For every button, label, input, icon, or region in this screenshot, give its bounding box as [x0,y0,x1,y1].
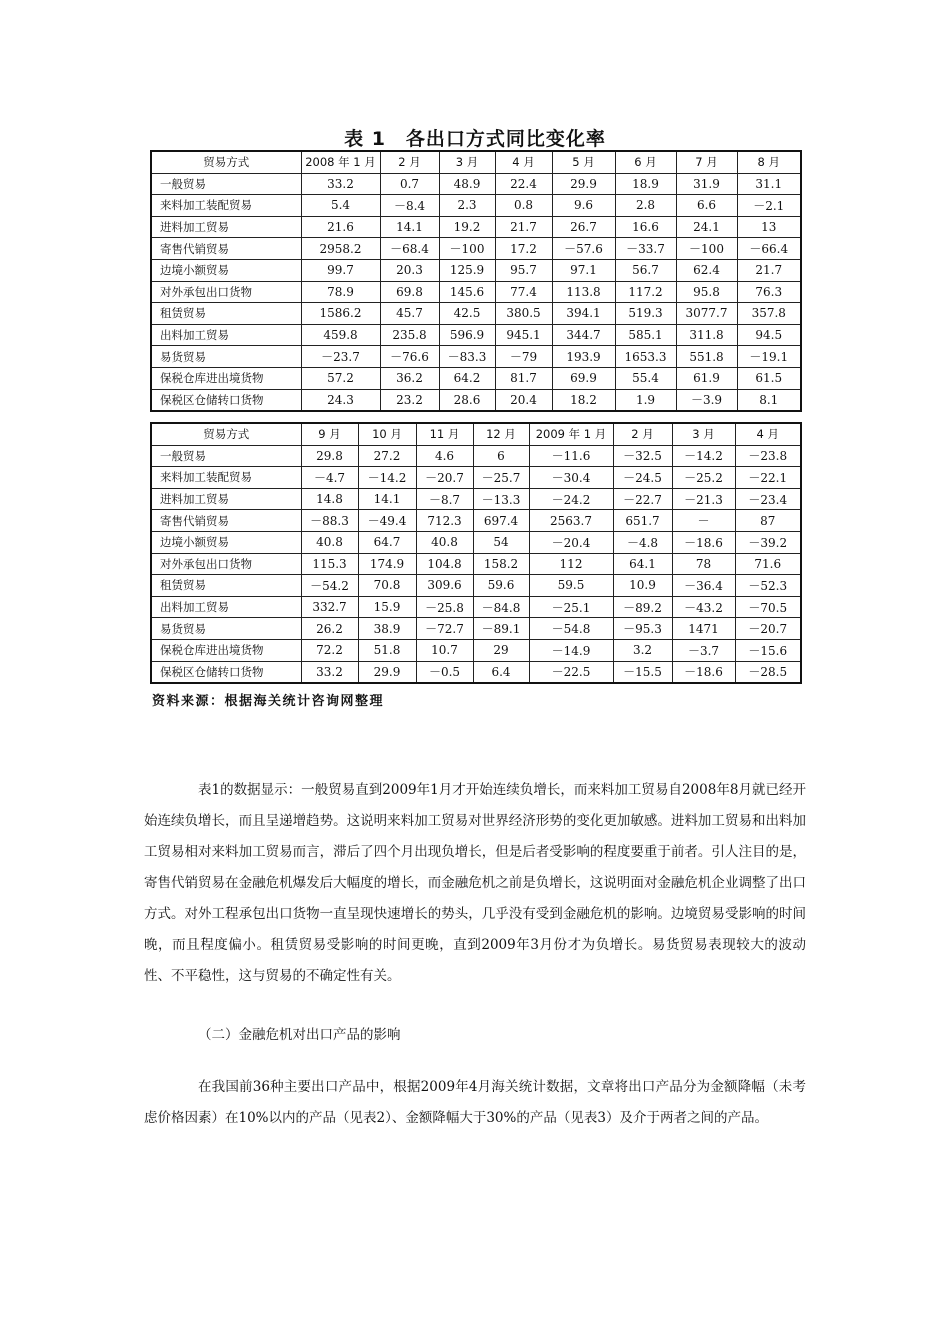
column-header: 2 月 [380,151,439,173]
column-header: 3 月 [672,423,735,445]
table-cell: 40.8 [301,531,358,553]
table-cell: －100 [439,238,495,260]
table-header-row [151,151,801,173]
table-cell: － [672,510,735,532]
table-cell: －21.3 [672,488,735,510]
column-header: 5 月 [552,151,615,173]
table-cell: 21.7 [495,216,552,238]
row-label: 来料加工装配贸易 [151,467,301,489]
table-cell: －25.8 [416,596,473,618]
table-cell: －14.9 [529,639,613,661]
table-cell: －89.2 [613,596,672,618]
table-cell: －14.2 [672,445,735,467]
paragraph-products: 在我国前36种主要出口产品中，根据2009年4月海关统计数据，文章将出口产品分为金额降幅（未考虑价格因素）在10%以内的产品（见表2）、金额降幅大于30%的产品（见表3）及介于两者之间的产品。 [144,1079,806,1126]
table-cell: －8.4 [380,195,439,217]
table-cell: 4.6 [416,445,473,467]
table-cell: 87 [735,510,801,532]
table-cell: 64.1 [613,553,672,575]
table-cell: －49.4 [358,510,416,532]
table-cell: －88.3 [301,510,358,532]
table-cell: 14.1 [380,216,439,238]
table-cell: 16.6 [615,216,676,238]
table-cell: 14.1 [358,488,416,510]
table-cell: 651.7 [613,510,672,532]
table-cell: 45.7 [380,303,439,325]
table-cell: 5.4 [301,195,380,217]
table-cell: －3.7 [672,639,735,661]
column-header: 4 月 [735,423,801,445]
table-row [151,618,801,640]
table-cell: －24.5 [613,467,672,489]
table-cell: 125.9 [439,259,495,281]
table-cell: 344.7 [552,324,615,346]
row-label: 保税区仓储转口货物 [151,661,301,683]
table-cell: －19.1 [737,346,801,368]
table-cell: 19.2 [439,216,495,238]
table-cell: 28.6 [439,389,495,411]
table-cell: －25.1 [529,596,613,618]
table-cell: －36.4 [672,575,735,597]
row-label: 边境小额贸易 [151,531,301,553]
row-label: 进料加工贸易 [151,216,301,238]
row-label: 来料加工装配贸易 [151,195,301,217]
table-cell: 332.7 [301,596,358,618]
table-cell: －20.7 [735,618,801,640]
table-cell: －24.2 [529,488,613,510]
column-header: 贸易方式 [151,151,301,173]
table-cell: －20.4 [529,531,613,553]
row-label: 边境小额贸易 [151,259,301,281]
table-cell: 2958.2 [301,238,380,260]
table-cell: 6.4 [473,661,529,683]
column-header: 7 月 [676,151,737,173]
table-cell: 20.3 [380,259,439,281]
table-cell: 3077.7 [676,303,737,325]
table-cell: 48.9 [439,173,495,195]
row-label: 一般贸易 [151,445,301,467]
table-cell: 26.7 [552,216,615,238]
table-cell: 1586.2 [301,303,380,325]
column-header: 12 月 [473,423,529,445]
table-row [151,467,801,489]
table-cell: 9.6 [552,195,615,217]
row-label: 易货贸易 [151,346,301,368]
column-header: 2009 年 1 月 [529,423,613,445]
table-row [151,445,801,467]
table-cell: 22.4 [495,173,552,195]
table-header-row [151,423,801,445]
table-row [151,531,801,553]
table-cell: 62.4 [676,259,737,281]
source-note: 资料来源：根据海关统计咨询网整理 [152,694,385,709]
table-cell: 113.8 [552,281,615,303]
table-cell: －14.2 [358,467,416,489]
table-cell: －79 [495,346,552,368]
table-cell: －15.5 [613,661,672,683]
table-cell: －39.2 [735,531,801,553]
table-cell: 78 [672,553,735,575]
table-cell: －18.6 [672,531,735,553]
table-cell: 17.2 [495,238,552,260]
table-cell: 95.7 [495,259,552,281]
column-header: 9 月 [301,423,358,445]
table-cell: －33.7 [615,238,676,260]
table-cell: －4.7 [301,467,358,489]
table-cell: 27.2 [358,445,416,467]
table-cell: －54.8 [529,618,613,640]
table-cell: －0.5 [416,661,473,683]
table-cell: 459.8 [301,324,380,346]
row-label: 寄售代销贸易 [151,238,301,260]
table-cell: 394.1 [552,303,615,325]
table-cell: －52.3 [735,575,801,597]
table-row [151,661,801,683]
row-label: 租赁贸易 [151,575,301,597]
table-cell: 33.2 [301,173,380,195]
table-cell: 51.8 [358,639,416,661]
table-row [151,510,801,532]
table-cell: －32.5 [613,445,672,467]
column-header: 贸易方式 [151,423,301,445]
row-label: 保税区仓储转口货物 [151,389,301,411]
table-row [151,367,801,389]
table-cell: 61.9 [676,367,737,389]
table-cell: 8.1 [737,389,801,411]
table-cell: 3.2 [613,639,672,661]
table-cell: 0.7 [380,173,439,195]
row-label: 易货贸易 [151,618,301,640]
table-cell: －3.9 [676,389,737,411]
table-cell: 76.3 [737,281,801,303]
table-cell: 2.8 [615,195,676,217]
column-header: 2 月 [613,423,672,445]
table-cell: 56.7 [615,259,676,281]
row-label: 对外承包出口货物 [151,553,301,575]
row-label: 对外承包出口货物 [151,281,301,303]
table-cell: －30.4 [529,467,613,489]
table-cell: －28.5 [735,661,801,683]
table-cell: 712.3 [416,510,473,532]
table-cell: 64.2 [439,367,495,389]
table-cell: 1653.3 [615,346,676,368]
table-cell: －100 [676,238,737,260]
table-cell: 585.1 [615,324,676,346]
table-cell: 64.7 [358,531,416,553]
table-cell: －2.1 [737,195,801,217]
table-cell: 29 [473,639,529,661]
table-cell: －68.4 [380,238,439,260]
table-cell: －25.2 [672,467,735,489]
column-header: 10 月 [358,423,416,445]
table-cell: 193.9 [552,346,615,368]
table-cell: －66.4 [737,238,801,260]
table-cell: 18.9 [615,173,676,195]
column-header: 8 月 [737,151,801,173]
row-label: 出料加工贸易 [151,596,301,618]
table-cell: 36.2 [380,367,439,389]
table-cell: －22.5 [529,661,613,683]
table-cell: 23.2 [380,389,439,411]
table-cell: －76.6 [380,346,439,368]
table-cell: 596.9 [439,324,495,346]
table-cell: 33.2 [301,661,358,683]
table-cell: －57.6 [552,238,615,260]
table-cell: 357.8 [737,303,801,325]
table-cell: 38.9 [358,618,416,640]
table-cell: 31.9 [676,173,737,195]
table-cell: 78.9 [301,281,380,303]
table-row [151,346,801,368]
table-cell: 10.7 [416,639,473,661]
table-cell: 72.2 [301,639,358,661]
table-cell: －43.2 [672,596,735,618]
export-change-table-part2 [150,422,802,684]
paragraph-analysis: 表1的数据显示：一般贸易直到2009年1月才开始连续负增长，而来料加工贸易自2008年8月就已经开始连续负增长，而且呈递增趋势。这说明来料加工贸易对世界经济形势的变化更加敏感。进料加工贸易和出料加工贸易相对来料加工贸易而言，滞后了四个月出现负增长，但是后者受影响的程度要重于前者。引人注目的是，寄售代销贸易在金融危机爆发后大幅度的增长，而金融危机之前是负增长，这说明面对金融危机企业调整了出口方式。对外工程承包出口货物一直呈现快速增长的势头，几乎没有受到金融危机的影响。边境贸易受影响的时间晚，而且程度偏小。租赁贸易受影响的时间更晚，直到2009年3月份才为负增长。易货贸易表现较大的波动性、不平稳性，这与贸易的不确定性有关。 [144,782,806,984]
table-cell: 117.2 [615,281,676,303]
table-cell: 24.3 [301,389,380,411]
table-cell: －72.7 [416,618,473,640]
table-cell: 24.1 [676,216,737,238]
table-cell: 29.9 [358,661,416,683]
table-cell: 174.9 [358,553,416,575]
table-cell: 69.8 [380,281,439,303]
table-cell: 21.6 [301,216,380,238]
table-cell: 6 [473,445,529,467]
table-cell: 55.4 [615,367,676,389]
table-cell: －23.7 [301,346,380,368]
table-cell: －70.5 [735,596,801,618]
table-cell: 20.4 [495,389,552,411]
table-cell: 95.8 [676,281,737,303]
table-row [151,216,801,238]
table-cell: 59.5 [529,575,613,597]
column-header: 3 月 [439,151,495,173]
table-cell: －8.7 [416,488,473,510]
table-cell: －54.2 [301,575,358,597]
table-cell: －4.8 [613,531,672,553]
table-cell: －23.8 [735,445,801,467]
table-cell: 40.8 [416,531,473,553]
table-cell: －11.6 [529,445,613,467]
row-label: 寄售代销贸易 [151,510,301,532]
table-cell: 94.5 [737,324,801,346]
table-cell: 81.7 [495,367,552,389]
table-row [151,553,801,575]
table-cell: －83.3 [439,346,495,368]
table-cell: 42.5 [439,303,495,325]
column-header: 6 月 [615,151,676,173]
row-label: 一般贸易 [151,173,301,195]
table-cell: 26.2 [301,618,358,640]
table-cell: －84.8 [473,596,529,618]
table-cell: 311.8 [676,324,737,346]
table-title: 表 1 各出口方式同比变化率 [344,128,606,150]
table-cell: 158.2 [473,553,529,575]
table-row [151,389,801,411]
section-heading: （二）金融危机对出口产品的影响 [198,1027,401,1043]
table-row [151,281,801,303]
table-cell: 309.6 [416,575,473,597]
table-cell: 104.8 [416,553,473,575]
table-cell: 61.5 [737,367,801,389]
table-cell: －20.7 [416,467,473,489]
table-cell: 235.8 [380,324,439,346]
table-cell: 145.6 [439,281,495,303]
table-cell: －13.3 [473,488,529,510]
table-cell: 2.3 [439,195,495,217]
table-cell: 13 [737,216,801,238]
table-cell: 6.6 [676,195,737,217]
table-row [151,195,801,217]
table-cell: 1.9 [615,389,676,411]
row-label: 租赁贸易 [151,303,301,325]
row-label: 保税仓库进出境货物 [151,367,301,389]
export-change-table-part1 [150,150,802,412]
table-cell: 59.6 [473,575,529,597]
row-label: 进料加工贸易 [151,488,301,510]
table-cell: 10.9 [613,575,672,597]
table-cell: 54 [473,531,529,553]
table-cell: 380.5 [495,303,552,325]
table-cell: 21.7 [737,259,801,281]
table-cell: 70.8 [358,575,416,597]
table-row [151,575,801,597]
column-header: 4 月 [495,151,552,173]
table-cell: 69.9 [552,367,615,389]
table-cell: 945.1 [495,324,552,346]
table-row [151,259,801,281]
table-row [151,303,801,325]
table-cell: 15.9 [358,596,416,618]
table-row [151,173,801,195]
table-row [151,324,801,346]
table-cell: －15.6 [735,639,801,661]
table-cell: 99.7 [301,259,380,281]
table-cell: 14.8 [301,488,358,510]
table-cell: 29.9 [552,173,615,195]
table-cell: 112 [529,553,613,575]
table-row [151,488,801,510]
row-label: 保税仓库进出境货物 [151,639,301,661]
table-cell: －18.6 [672,661,735,683]
table-cell: 57.2 [301,367,380,389]
table-cell: 77.4 [495,281,552,303]
table-cell: 97.1 [552,259,615,281]
table-cell: 29.8 [301,445,358,467]
table-cell: 1471 [672,618,735,640]
table-cell: 697.4 [473,510,529,532]
table-cell: －25.7 [473,467,529,489]
table-cell: 0.8 [495,195,552,217]
column-header: 2008 年 1 月 [301,151,380,173]
table-cell: 18.2 [552,389,615,411]
table-cell: 71.6 [735,553,801,575]
table-cell: －22.7 [613,488,672,510]
row-label: 出料加工贸易 [151,324,301,346]
table-cell: －95.3 [613,618,672,640]
table-cell: 31.1 [737,173,801,195]
table-cell: －22.1 [735,467,801,489]
table-cell: －89.1 [473,618,529,640]
table-row [151,596,801,618]
table-row [151,639,801,661]
table-cell: 551.8 [676,346,737,368]
table-cell: 115.3 [301,553,358,575]
table-cell: 519.3 [615,303,676,325]
table-cell: －23.4 [735,488,801,510]
table-row [151,238,801,260]
table-cell: 2563.7 [529,510,613,532]
column-header: 11 月 [416,423,473,445]
